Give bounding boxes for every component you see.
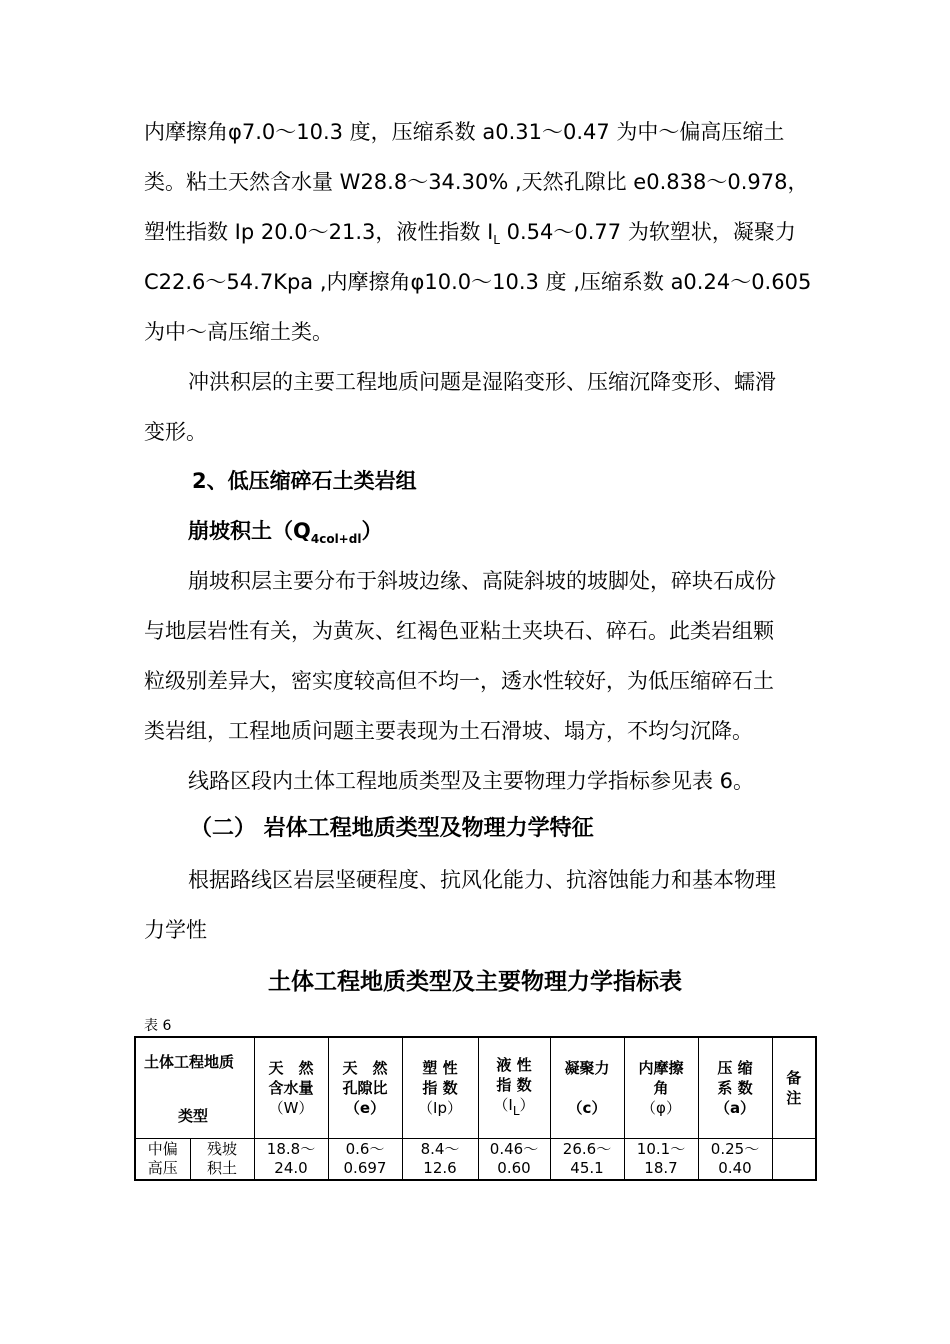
paragraph-line: C22.6～54.7Kpa ,内摩擦角φ10.0～10.3 度 ,压缩系数 a0.24～0.605 (144, 270, 812, 294)
header-label: 类型 (178, 1107, 209, 1125)
table-header-row (135, 1037, 816, 1139)
cell-text: 12.6 (423, 1159, 457, 1177)
paragraph-line: 与地层岩性有关，为黄灰、红褐色亚粘土夹块石、碎石。此类岩组颗 (144, 619, 774, 643)
header-label: 压 缩 (717, 1059, 753, 1077)
header-label: 角 (653, 1079, 669, 1097)
header-label: 注 (786, 1089, 802, 1107)
header-label: 内摩擦 (638, 1059, 684, 1077)
subscript-text: L (493, 233, 500, 247)
heading-text: ） (361, 519, 383, 543)
table-title: 土体工程地质类型及主要物理力学指标表 (268, 969, 682, 995)
paragraph-line: 力学性 (144, 918, 207, 942)
cell-text: 0.6～ (345, 1140, 385, 1158)
paragraph-line: 类。粘土天然含水量 W28.8～34.30% ,天然孔隙比 e0.838～0.978， (144, 170, 809, 194)
cell-text: 0.40 (718, 1159, 752, 1177)
table-cell (624, 1139, 698, 1181)
subscript-text: 4col+dl (310, 532, 362, 546)
header-label-text: ） (519, 1096, 535, 1114)
cell-text: 高压 (147, 1159, 178, 1177)
paragraph-line: 崩坡积层主要分布于斜坡边缘、高陡斜坡的坡脚处，碎块石成份 (188, 569, 776, 593)
header-label: 土体工程地质 (144, 1053, 235, 1071)
cell-text: 0.697 (343, 1159, 387, 1177)
cell-text: 积土 (206, 1159, 237, 1177)
header-cell-compression-coefficient (698, 1037, 772, 1139)
header-cell-liquidity-index (478, 1037, 550, 1139)
header-label: 孔隙比 (342, 1079, 388, 1097)
subscript-text: L (512, 1104, 520, 1118)
table-cell (254, 1139, 328, 1181)
header-label: （c） (567, 1099, 607, 1117)
cell-text: 0.25～ (710, 1140, 760, 1158)
soil-properties-table (134, 1036, 817, 1181)
cell-text: 18.7 (644, 1159, 678, 1177)
cell-text: 0.60 (497, 1159, 531, 1177)
paragraph-line: 类岩组，工程地质问题主要表现为土石滑坡、塌方，不均匀沉降。 (144, 719, 753, 743)
header-label (551, 1078, 624, 1098)
header-label: 指 数 (422, 1079, 458, 1097)
paragraph-text: 0.54～0.77 为软塑状，凝聚力 (499, 220, 796, 244)
table-cell (402, 1139, 478, 1181)
section-heading: 2、低压缩碎石土类岩组 (192, 469, 417, 493)
table-cell (135, 1139, 190, 1181)
subsection-heading (188, 516, 382, 554)
paragraph-line: 线路区段内土体工程地质类型及主要物理力学指标参见表 6。 (188, 769, 755, 793)
header-label-text: （I (493, 1096, 513, 1114)
cell-text: 18.8～ (266, 1140, 316, 1158)
cell-text: 0.46～ (489, 1140, 539, 1158)
header-label: （a） (714, 1099, 756, 1117)
header-label: （W） (268, 1099, 314, 1117)
header-label: 含水量 (268, 1079, 314, 1097)
header-label: 备 (786, 1069, 802, 1087)
cell-text: 残坡 (206, 1140, 237, 1158)
table-cell (550, 1139, 624, 1181)
paragraph-line: 粒级别差异大，密实度较高但不均一，透水性较好，为低压缩碎石土 (144, 669, 774, 693)
cell-text: 中偏 (147, 1140, 178, 1158)
header-label: 天 然 (342, 1059, 388, 1077)
cell-text: 8.4～ (420, 1140, 460, 1158)
table-cell (772, 1139, 816, 1181)
header-cell-void-ratio (328, 1037, 402, 1139)
header-label: （Ip） (418, 1099, 462, 1117)
paragraph-line: 变形。 (144, 420, 207, 444)
header-label: 天 然 (268, 1059, 314, 1077)
cell-text: 26.6～ (562, 1140, 612, 1158)
header-label: （φ） (641, 1099, 681, 1117)
header-cell-plasticity-index (402, 1037, 478, 1139)
table-cell (698, 1139, 772, 1181)
header-label: 液 性 (496, 1056, 532, 1074)
table-cell (328, 1139, 402, 1181)
cell-text: 10.1～ (636, 1140, 686, 1158)
header-label (479, 1095, 550, 1121)
header-label: 凝聚力 (564, 1059, 610, 1077)
header-cell-friction-angle (624, 1037, 698, 1139)
paragraph-line: 为中～高压缩土类。 (144, 320, 333, 344)
header-label: 塑 性 (422, 1059, 458, 1077)
section-heading: （二） 岩体工程地质类型及物理力学特征 (190, 816, 594, 841)
cell-text: 24.0 (274, 1159, 308, 1177)
cell-text: 45.1 (570, 1159, 604, 1177)
paragraph-line: 冲洪积层的主要工程地质问题是湿陷变形、压缩沉降变形、蠕滑 (188, 370, 776, 394)
paragraph-line (144, 217, 796, 255)
header-cell-water-content (254, 1037, 328, 1139)
paragraph-text: 塑性指数 Ip 20.0～21.3，液性指数 I (144, 220, 494, 244)
table-cell (190, 1139, 254, 1181)
header-cell-type (135, 1037, 254, 1139)
header-cell-cohesion (550, 1037, 624, 1139)
header-label: （e） (344, 1099, 386, 1117)
header-cell-remarks (772, 1037, 816, 1139)
header-label: 系 数 (717, 1079, 753, 1097)
heading-text: 崩坡积土（Q (188, 519, 311, 543)
table-label: 表 6 (144, 1018, 172, 1034)
table-cell (478, 1139, 550, 1181)
header-label: 指 数 (496, 1076, 532, 1094)
table-row (135, 1139, 816, 1181)
paragraph-line: 内摩擦角φ7.0～10.3 度，压缩系数 a0.31～0.47 为中～偏高压缩土 (144, 120, 785, 144)
paragraph-line: 根据路线区岩层坚硬程度、抗风化能力、抗溶蚀能力和基本物理 (188, 868, 776, 892)
